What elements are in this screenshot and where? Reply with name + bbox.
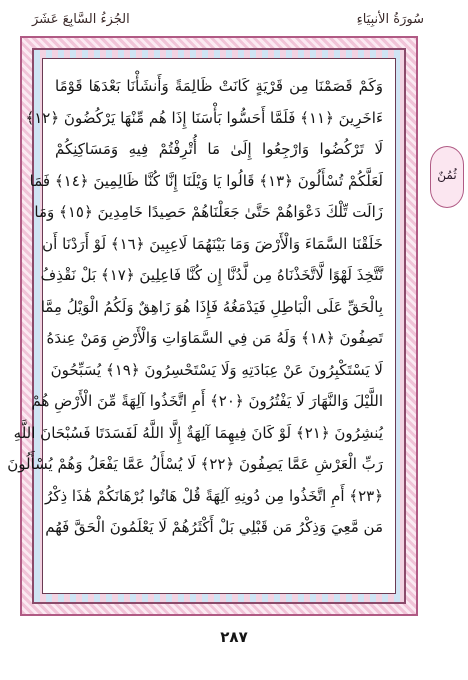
text-line-4: لَعَلَّكُمْ تُسْأَلُونَ ﴿١٣﴾ قَالُوا يَا وَيْلَنَا إِنَّا كُنَّا ظَالِمِينَ ﴿١٤﴾ فَمَا xyxy=(29,171,383,190)
text-line-9: تَصِفُونَ ﴿١٨﴾ وَلَهُ مَن فِي السَّمَاوَاتِ وَالْأَرْضِ وَمَنْ عِندَهُ xyxy=(46,329,383,347)
text-line-14: ﴿٢٣﴾ أَمِ اتَّخَذُوا مِن دُونِهِ آلِهَةً قُلْ هَاتُوا بُرْهَانَكُمْ هَٰذَا ذِكْرُ xyxy=(45,486,383,505)
quran-text-body xyxy=(7,71,383,583)
text-line-12: يُنشِرُونَ ﴿٢١﴾ لَوْ كَانَ فِيهِمَا آلِهَةٌ إِلَّا اللَّهُ لَفَسَدَتَا فَسُبْحَانَ اللَّهِ xyxy=(13,423,383,442)
text-line-13: رَبِّ الْعَرْشِ عَمَّا يَصِفُونَ ﴿٢٢﴾ لَا يُسْأَلُ عَمَّا يَفْعَلُ وَهُمْ يُسْأَلُونَ xyxy=(7,455,383,473)
text-line-1: وَكَمْ قَصَمْنَا مِن قَرْيَةٍ كَانَتْ ظَالِمَةً وَأَنشَأْنَا بَعْدَهَا قَوْمًا xyxy=(55,77,383,95)
surah-name-header: سُورَةُ الأنبِيَاءِ xyxy=(356,12,424,27)
ornament-band xyxy=(7,48,406,604)
text-line-15: مَن مَّعِيَ وَذِكْرُ مَن قَبْلِي بَلْ أَكْثَرُهُمْ لَا يَعْلَمُونَ الْحَقَّ فَهُم xyxy=(45,518,383,536)
text-line-2: ءَاخَرِينَ ﴿١١﴾ فَلَمَّا أَحَسُّوا بَأْسَنَا إِذَا هُم مِّنْهَا يَرْكُضُونَ ﴿١٢﴾ xyxy=(25,108,383,127)
page-border-frame xyxy=(7,36,418,616)
text-line-5: زَالَت تِّلْكَ دَعْوَاهُمْ حَتَّىٰ جَعَلْنَاهُمْ حَصِيدًا خَامِدِينَ ﴿١٥﴾ وَمَا xyxy=(34,203,383,221)
thumun-label: ثُمُنٌ xyxy=(437,168,457,182)
text-line-10: لَا يَسْتَكْبِرُونَ عَنْ عِبَادَتِهِ وَلَا يَسْتَحْسِرُونَ ﴿١٩﴾ يُسَبِّحُونَ xyxy=(50,360,383,379)
juz-name-header: الجُزءُ السَّابِعَ عَشَرَ xyxy=(32,12,130,27)
text-line-11: اللَّيْلَ وَالنَّهَارَ لَا يَفْتُرُونَ ﴿٢٠﴾ أَمِ اتَّخَذُوا آلِهَةً مِّنَ الْأَرْضِ هُمْ xyxy=(31,392,383,410)
text-line-7: نَّتَّخِذَ لَهْوًا لَّاتَّخَذْنَاهُ مِن لَّدُنَّا إِن كُنَّا فَاعِلِينَ ﴿١٧﴾ بَلْ نَقْذِفُ xyxy=(40,266,383,284)
page-number: ٢٨٧ xyxy=(220,628,248,646)
thumun-marker xyxy=(430,146,464,208)
text-line-3: لَا تَرْكُضُوا وَارْجِعُوا إِلَىٰ مَا أُتْرِفْتُمْ فِيهِ وَمَسَاكِنِكُمْ xyxy=(55,140,383,158)
text-panel xyxy=(7,58,396,594)
text-line-8: بِالْحَقِّ عَلَى الْبَاطِلِ فَيَدْمَغُهُ فَإِذَا هُوَ زَاهِقٌ وَلَكُمُ الْوَيْلُ مِمَّا xyxy=(40,297,383,316)
text-line-6: خَلَقْنَا السَّمَاءَ وَالْأَرْضَ وَمَا بَيْنَهُمَا لَاعِبِينَ ﴿١٦﴾ لَوْ أَرَدْنَا أَن xyxy=(42,234,383,253)
